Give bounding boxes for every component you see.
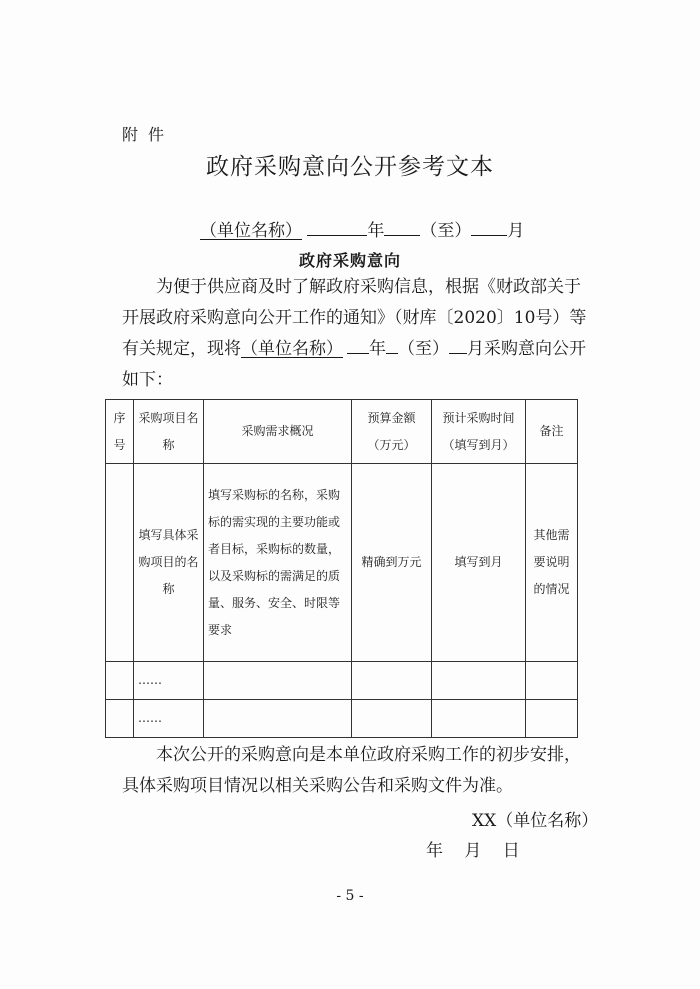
header-demand: 采购需求概况 xyxy=(204,400,352,464)
cell-empty xyxy=(526,700,578,738)
intro-to: （至） xyxy=(398,339,449,359)
main-title: 政府采购意向公开参考文本 xyxy=(206,154,494,180)
cell-remark: 其他需要说明的情况 xyxy=(526,464,578,662)
intro-line: 为便于供应商及时了解政府采购信息，根据《财政部关于 xyxy=(156,277,581,297)
intro-line3-prefix: 有关规定，现将 xyxy=(122,339,241,359)
cell-empty xyxy=(204,700,352,738)
table-row xyxy=(106,700,578,738)
closing-paragraph xyxy=(122,740,602,802)
header-remark: 备注 xyxy=(526,400,578,464)
procurement-table xyxy=(105,399,578,738)
closing-line: 具体采购项目情况以相关采购公告和采购文件为准。 xyxy=(122,776,513,796)
page-number: - 5 - xyxy=(336,888,364,904)
blank-month-start xyxy=(386,339,398,354)
intro-line: 开展政府采购意向公开工作的通知》（财库〔2020〕10号）等 xyxy=(122,308,587,328)
intro-unit-name: （单位名称） xyxy=(241,339,343,359)
cell-ellipsis: …… xyxy=(134,700,204,738)
blank-month-start xyxy=(384,221,420,236)
subtitle-year: 年 xyxy=(367,221,385,241)
header-budget: 预算金额（万元） xyxy=(352,400,432,464)
attachment-label: 附件 xyxy=(122,125,175,144)
cell-project-name: 填写具体采购项目的名称 xyxy=(134,464,204,662)
subtitle-month: 月 xyxy=(507,221,525,241)
signature: XX（单位名称） xyxy=(472,811,599,831)
blank-month-end xyxy=(471,221,507,236)
subtitle-to: （至） xyxy=(420,221,472,241)
intro-line: 如下： xyxy=(122,370,173,390)
cell-empty xyxy=(432,700,526,738)
intro-paragraph xyxy=(122,272,602,396)
date-line: 年 月 日 xyxy=(426,841,528,861)
cell-ellipsis: …… xyxy=(134,662,204,700)
subtitle-unit-name: （单位名称） xyxy=(200,221,302,241)
cell-empty xyxy=(352,700,432,738)
subtitle-line xyxy=(200,216,524,241)
cell-empty xyxy=(352,662,432,700)
cell-budget: 精确到万元 xyxy=(352,464,432,662)
cell-empty xyxy=(432,662,526,700)
cell-seq xyxy=(106,700,134,738)
header-time: 预计采购时间（填写到月） xyxy=(432,400,526,464)
section-title: 政府采购意向 xyxy=(298,251,401,270)
table-row xyxy=(106,464,578,662)
intro-line xyxy=(122,334,602,365)
cell-empty xyxy=(526,662,578,700)
blank-year xyxy=(347,339,369,354)
header-project-name: 采购项目名称 xyxy=(134,400,204,464)
cell-empty xyxy=(204,662,352,700)
intro-line3-suffix: 月采购意向公开 xyxy=(467,339,586,359)
table-row xyxy=(106,662,578,700)
table-header-row xyxy=(106,400,578,464)
blank-year xyxy=(307,221,367,236)
intro-year: 年 xyxy=(369,339,386,359)
closing-line: 本次公开的采购意向是本单位政府采购工作的初步安排， xyxy=(156,745,581,765)
cell-time: 填写到月 xyxy=(432,464,526,662)
cell-seq xyxy=(106,464,134,662)
blank-month-end xyxy=(449,339,467,354)
header-seq: 序号 xyxy=(106,400,134,464)
cell-demand: 填写采购标的名称，采购标的需实现的主要功能或者目标，采购标的数量，以及采购标的需满足的质量、服务、安全、时限等要求 xyxy=(204,464,352,662)
cell-seq xyxy=(106,662,134,700)
